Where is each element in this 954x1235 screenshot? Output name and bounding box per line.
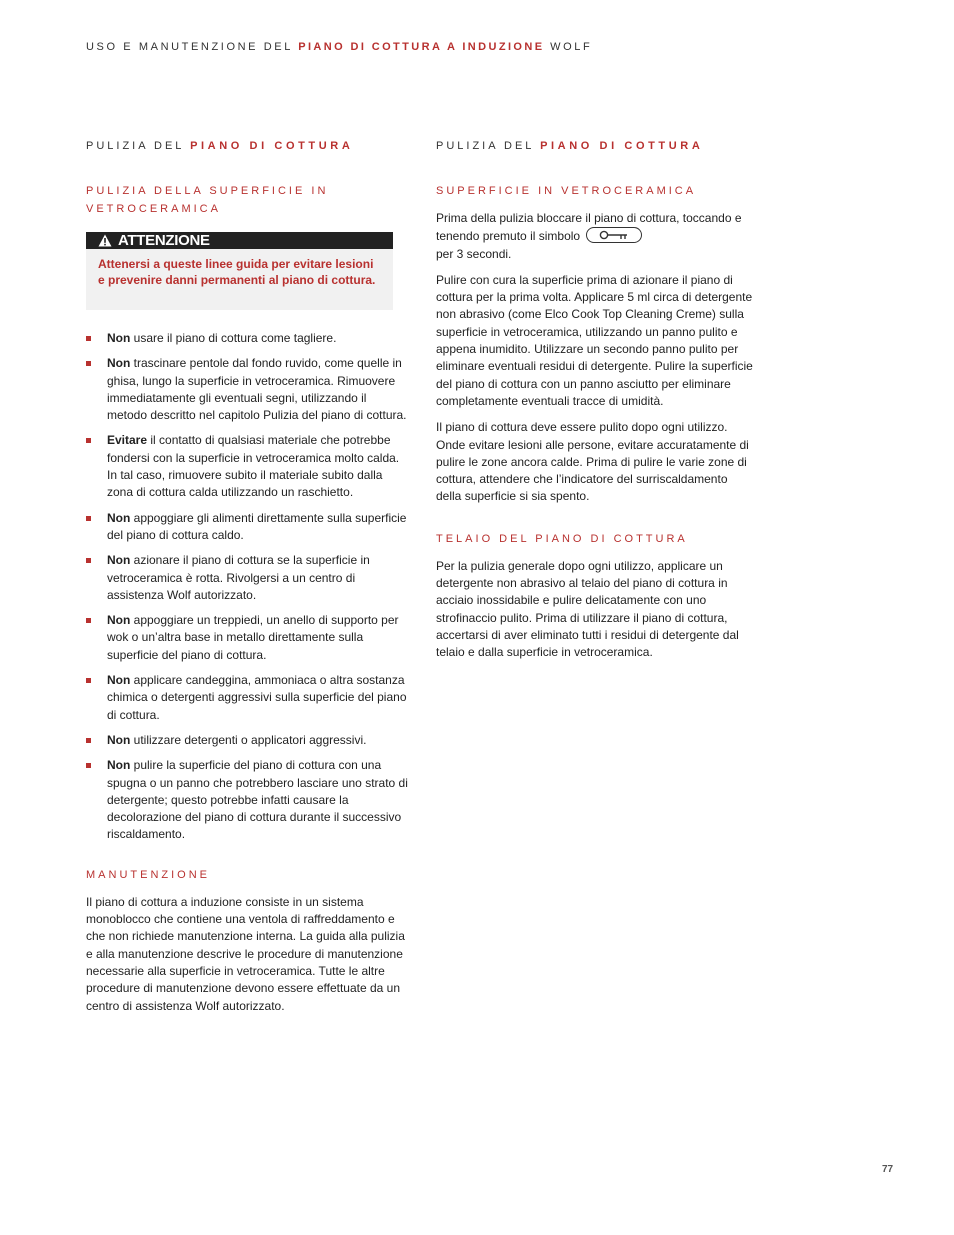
left-column: [86, 138, 408, 1015]
bullet-square-icon: [86, 558, 91, 563]
daily-cleaning-text: Il piano di cottura deve essere pulito dopo ogni utilizzo. Onde evitare lesioni alle persone, evitare accuratamente di pulire le zone ancora calde. Prima di pulire le varie zone di cottura, attendere che l’indicatore del surriscaldamento della superficie si sia spento.: [436, 420, 749, 504]
lock-text-before: Prima della pulizia bloccare il piano di cottura, toccando e tenendo premuto il simbolo: [436, 211, 742, 244]
precaution-item: [86, 612, 408, 664]
right-column: [436, 138, 754, 662]
precaution-item: [86, 757, 408, 843]
lock-text-after: per 3 secondi.: [436, 246, 512, 261]
frame-title: TELAIO DEL PIANO DI COTTURA: [436, 532, 688, 545]
bullet-square-icon: [86, 738, 91, 743]
precaution-text: pulire la superficie del piano di cottura con una spugna o un panno che potrebbero lasciare uno strato di detergente; questo potrebbe infatti causare la decolorazione del piano di cottura durante il successivo riscaldamento.: [107, 758, 408, 842]
precaution-text: appoggiare gli alimenti direttamente sulla superficie del piano di cottura caldo.: [107, 510, 407, 542]
precautions-list: [86, 330, 408, 844]
section-title-bold: PIANO DI COTTURA: [540, 140, 704, 152]
first-cleaning-text: Pulire con cura la superficie prima di azionare il piano di cottura per la prima volta. Applicare 5 ml circa di detergente non abrasivo (come Elco Cook Top Cleaning Creme) sulla superficie in vetroceramica, utilizzando un panno pulito e appena inumidito. Utilizzare un secondo panno pulito per eliminare eventuali residui di detergente. Pulire la superficie del piano di cottura con un panno asciutto per eliminare completamente eventuali tracce di umidità.: [436, 272, 753, 408]
precaution-keyword: Non: [107, 758, 131, 773]
bullet-square-icon: [86, 763, 91, 768]
warning-triangle-icon: [98, 234, 112, 247]
bullet-square-icon: [86, 516, 91, 521]
precaution-text: appoggiare un treppiedi, un anello di supporto per wok o un’altra base in metallo direttamente sulla superficie del piano di cottura.: [107, 613, 399, 662]
section-title-prefix: PULIZIA DEL: [86, 140, 191, 152]
precaution-keyword: Non: [107, 613, 131, 628]
key-icon: [586, 227, 642, 243]
maintenance-title: MANUTENZIONE: [86, 868, 210, 881]
precaution-item: [86, 510, 408, 545]
section-title-bold: PIANO DI COTTURA: [190, 140, 354, 152]
lock-instructions: [436, 210, 754, 263]
maintenance-text: Il piano di cottura a induzione consiste in un sistema monoblocco che contiene una ventola di raffreddamento e che non richiede manutenzione interna. La guida alla pulizia e alla manutenzione descrive le procedure di manutenzione necessarie alla superficie in vetroceramica. Tutte le altre procedure di manutenzione devono essere effettuate da un centro di assistenza Wolf autorizzato.: [86, 894, 405, 1013]
precaution-keyword: Non: [107, 553, 131, 568]
precaution-keyword: Non: [107, 510, 131, 525]
precaution-item: [86, 355, 408, 424]
precaution-item: [86, 552, 408, 604]
page-number: 77: [882, 1164, 894, 1175]
bullet-square-icon: [86, 618, 91, 623]
precaution-keyword: Evitare: [107, 433, 148, 448]
subtitle-vetroceramica-cleaning: PULIZIA DELLA SUPERFICIE IN VETROCERAMICA: [86, 185, 329, 215]
warning-header: [86, 232, 393, 249]
bullet-square-icon: [86, 361, 91, 366]
precaution-item: [86, 432, 408, 501]
bullet-square-icon: [86, 678, 91, 683]
precaution-item: [86, 732, 408, 749]
precaution-item: [86, 672, 408, 724]
section-title-left: [86, 138, 408, 154]
section-title-right: [436, 138, 754, 154]
precaution-text: utilizzare detergenti o applicatori aggressivi.: [130, 732, 367, 747]
precaution-text: applicare candeggina, ammoniaca o altra sostanza chimica o detergenti aggressivi sulla superficie del piano di cottura.: [107, 673, 407, 722]
precaution-text: il contatto di qualsiasi materiale che potrebbe fondersi con la superficie in vetroceramica molto calda. In tal caso, rimuovere subito il materiale subito dalla zona di cottura calda utilizzando un raschietto.: [107, 433, 400, 500]
subtitle-vetroceramica-surface: SUPERFICIE IN VETROCERAMICA: [436, 185, 697, 197]
precaution-keyword: Non: [107, 331, 131, 345]
precaution-keyword: Non: [107, 356, 131, 371]
header-prefix: USO E MANUTENZIONE DEL: [86, 41, 299, 53]
section-title-prefix: PULIZIA DEL: [436, 140, 541, 152]
precaution-text: usare il piano di cottura come tagliere.: [130, 331, 337, 345]
warning-label: ATTENZIONE: [118, 232, 210, 249]
precaution-keyword: Non: [107, 732, 131, 747]
precaution-item: [86, 330, 408, 347]
precaution-text: trascinare pentole dal fondo ruvido, come quelle in ghisa, lungo la superficie in vetroceramica. Rimuovere immediatamente gli eventuali segni, utilizzando il metodo descritto nel capitolo Pulizia del piano di cottura.: [107, 356, 407, 423]
header-brand: WOLF: [544, 41, 593, 53]
bullet-square-icon: [86, 438, 91, 443]
precaution-text: azionare il piano di cottura se la superficie in vetroceramica è rotta. Rivolgersi a un centro di assistenza Wolf autorizzato.: [107, 553, 370, 602]
header-product: PIANO DI COTTURA A INDUZIONE: [298, 41, 545, 53]
frame-text: Per la pulizia generale dopo ogni utilizzo, applicare un detergente non abrasivo al telaio del piano di cottura in acciaio inossidabile e pulire delicatamente con uno strofinaccio pulito. Prima di utilizzare il piano di cottura, accertarsi di aver eliminato tutti i residui di detergente dal telaio e dalla superficie in vetroceramica.: [436, 558, 739, 660]
warning-box: [86, 232, 393, 310]
warning-text: Attenersi a queste linee guida per evitare lesioni e prevenire danni permanenti al piano di cottura.: [98, 257, 376, 287]
precaution-keyword: Non: [107, 673, 131, 688]
running-header: [86, 41, 592, 53]
bullet-square-icon: [86, 336, 91, 341]
